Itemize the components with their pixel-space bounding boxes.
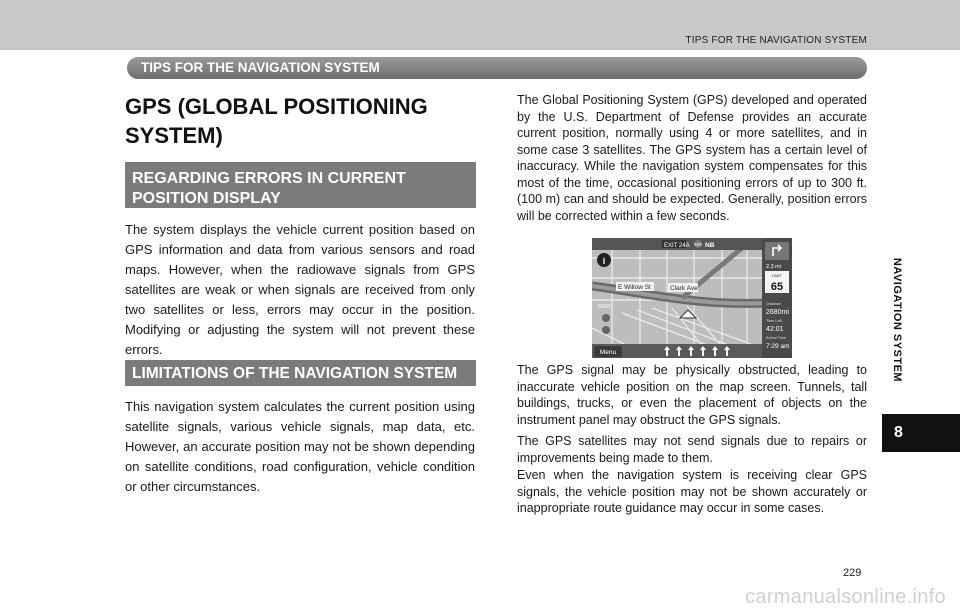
paragraph-repairs: The GPS satellites may not send signals due to repairs or improvements being made to them. [517,434,867,465]
zoom-out-icon[interactable] [602,326,610,334]
paragraph-obstruction: The GPS signal may be physically obstructed, leading to inaccurate vehicle position on the map screen. Tunnels, tall buildings, trucks, or even the placement of objects on the instrument panel may obstruct the GPS signals. [517,363,867,427]
distance-label: Distance [766,302,781,306]
route-shield: 605 [694,242,702,247]
direction-nb: NB [705,242,715,249]
zoom-in-icon[interactable] [602,314,610,322]
map-scale: 500ft [598,304,611,310]
watermark: carmanualsonline.info [745,586,946,608]
distance-value: 2680mi [766,309,789,316]
distance-to-turn: 2.3 mi [766,264,781,270]
section-banner: TIPS FOR THE NAVIGATION SYSTEM [127,57,867,79]
paragraph-limitations: This navigation system calculates the current position using satellite signals, various vehicle signals, map data, etc. However, an accurate position may not be shown depending on satellite conditions, road configuration, vehicle condition or other circumstances. [125,399,475,494]
info-icon-label: i [602,256,606,266]
street-willow: E Willow St [618,284,651,291]
timeleft-value: 42:01 [766,326,784,333]
subheading-errors: REGARDING ERRORS IN CURRENT POSITION DISPLAY [125,162,476,208]
section-title: GPS (GLOBAL POSITIONING SYSTEM) [125,94,428,148]
paragraph-errors: The system displays the vehicle current position based on GPS information and data from various sensors and road maps. However, when the radiowave signals from GPS satellites are weak or when signals are received from only two satellites or less, errors may occur in the position. Modifying or adjusting the system will not prevent these errors. [125,222,475,357]
menu-button-label: Menu [599,349,617,356]
running-header: TIPS FOR THE NAVIGATION SYSTEM [685,35,867,46]
speed-limit-label: LIMIT [772,274,782,278]
map-graphic [592,238,792,358]
street-clark: Clark Ave [670,285,698,292]
speed-limit-value: 65 [770,281,784,293]
paragraph-inaccuracy: Even when the navigation system is receiving clear GPS signals, the vehicle position may not be shown accurately or inappropriate route guidance may occur in some cases. [517,468,867,515]
chapter-side-label-text: NAVIGATION SYSTEM [891,257,903,383]
exit-label: EXIT 24A [664,243,690,249]
paragraph-gps-overview: The Global Positioning System (GPS) developed and operated by the U.S. Department of Defense provides an accurate current position, normally using 4 or more satellites, and in some case 3 satellites. The GPS system has a certain level of inaccuracy. While the navigation system compensates for this most of the time, occasional positioning errors of up to 300 ft. (100 m) can and should be expected. Generally, position errors will be corrected within a few seconds. [517,93,867,223]
subheading-limitations: LIMITATIONS OF THE NAVIGATION SYSTEM [125,360,476,386]
timeleft-label: Time Left [766,319,782,323]
arrival-value: 7:29 am [766,343,790,350]
page-number: 229 [843,567,862,579]
arrival-label: Arrival Time [766,336,787,340]
turn-arrow-icon [765,242,789,260]
navigation-map-screenshot [592,238,792,358]
chapter-number-tab: 8 [882,414,960,452]
chapter-side-label [882,240,912,400]
